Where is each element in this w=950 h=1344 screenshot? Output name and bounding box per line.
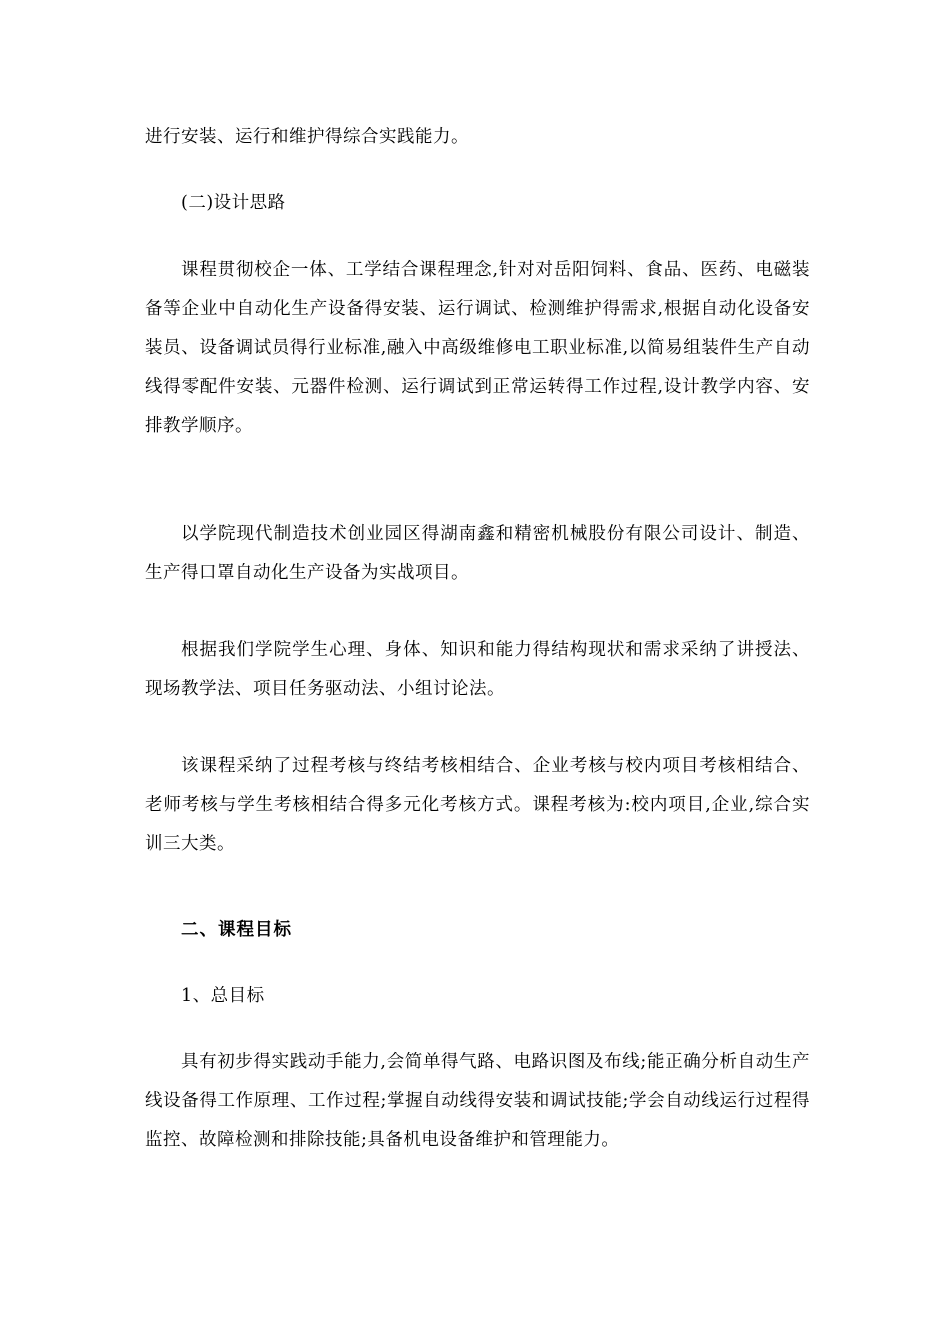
paragraph-assessment: 该课程采纳了过程考核与终结考核相结合、企业考核与校内项目考核相结合、老师考核与学生考核相结合得多元化考核方式。课程考核为:校内项目,企业,综合实训三大类。 [145,756,810,854]
paragraph-course-approach: 课程贯彻校企一体、工学结合课程理念,针对对岳阳饲料、食品、医药、电磁装备等企业中自动化生产设备得安装、运行调试、检测维护得需求,根据自动化设备安装员、设备调试员得行业标准,融入中高级维修电工职业标准,以简易组装件生产自动线得零配件安装、元器件检测、运行调试到正常运转得工作过程,设计教学内容、安排教学顺序。 [145,260,810,436]
paragraph-continuation: 进行安装、运行和维护得综合实践能力。 [145,127,469,147]
subsection-heading-overall-goal: 1、总目标 [181,986,265,1006]
paragraph-practice-project: 以学院现代制造技术创业园区得湖南鑫和精密机械股份有限公司设计、制造、生产得口罩自动化生产设备为实战项目。 [145,524,810,583]
section-heading-course-goals: 二、课程目标 [181,920,292,940]
paragraph-overall-goal: 具有初步得实践动手能力,会简单得气路、电路识图及布线;能正确分析自动生产线设备得工作原理、工作过程;掌握自动线得安装和调试技能;学会自动线运行过程得监控、故障检测和排除技能;具备机电设备维护和管理能力。 [145,1052,810,1150]
section-heading-design-approach: (二)设计思路 [181,193,286,213]
paragraph-teaching-methods: 根据我们学院学生心理、身体、知识和能力得结构现状和需求采纳了讲授法、现场教学法、项目任务驱动法、小组讨论法。 [145,640,810,699]
